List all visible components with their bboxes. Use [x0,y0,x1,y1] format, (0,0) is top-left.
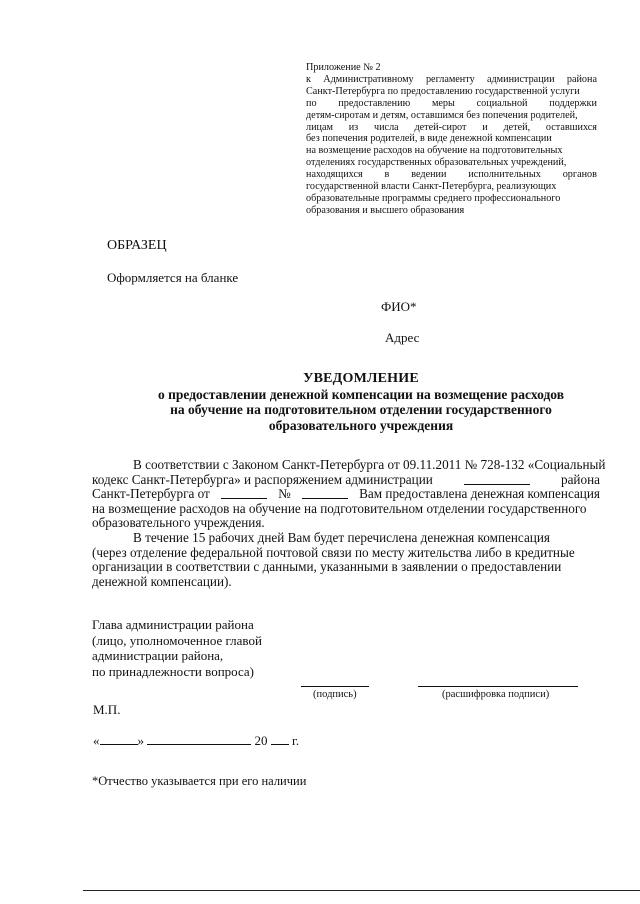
notice-subtitle-line: образовательного учреждения [268,417,454,433]
appendix-word: находящихся [306,169,363,181]
appendix-word: образования и высшего образования [306,204,465,216]
appendix-word: детей-сирот [414,121,467,133]
appendix-word: без попечения родителей, в виде денежной компенсации [306,133,552,145]
appendix-line [306,74,597,86]
appendix-line [306,122,597,134]
appendix-line [306,98,597,110]
recipient-fio: ФИО* [381,299,417,314]
footnote: *Отчество указывается при его наличии [92,774,307,788]
appendix-block [306,62,597,217]
body-line [92,473,600,488]
signatory-line: администрации района, [92,648,224,663]
appendix-word: детей, [503,121,531,133]
appendix-line [306,205,597,217]
appendix-word: государственной власти Санкт-Петербурга, реализующих [306,181,557,193]
year-blank[interactable] [271,734,289,745]
appendix-word: к [306,73,311,85]
appendix-line [306,110,597,122]
body-text-fragment: № [278,486,291,502]
notice-subtitle-line: о предоставлении денежной компенсации на возмещение расходов [157,386,565,402]
body-line: денежной компенсации). [92,573,232,589]
year-prefix: 20 [254,733,268,748]
appendix-word: Административному [323,73,414,85]
appendix-word: района [566,73,597,85]
date-open-quote: « [93,733,100,748]
body-line: (через отделение федеральной почтовой связи по месту жительства либо в кредитные [92,544,575,560]
recipient-address: Адрес [385,330,420,345]
appendix-word: социальной [476,97,528,109]
body-text-fragment: кодекс Санкт-Петербурга» и распоряжением администрации [92,471,433,487]
appendix-word: поддержки [549,97,597,109]
signatory-line: по принадлежности вопроса) [92,663,254,679]
appendix-line [306,169,597,181]
blank-note: Оформляется на бланке [107,270,239,285]
body-text-fragment: района [560,471,600,487]
notice-heading: УВЕДОМЛЕНИЕ [303,371,419,386]
sample-stamp: ОБРАЗЕЦ [107,238,167,253]
appendix-line [306,86,597,98]
body-line: на возмещение расходов на обучение на подготовительном отделении государственного [92,500,587,516]
appendix-word: по [306,97,317,109]
appendix-line [306,157,597,169]
appendix-word: образовательные программы среднего профессионального [306,192,561,204]
appendix-word: детям-сиротам и детям, оставшимся без попечения родителей, [306,109,578,121]
order-org-blank [464,473,530,485]
appendix-line [306,193,597,205]
order-date-blank [221,487,267,499]
appendix-word: Санкт-Петербурга по предоставлению государственной услуги [306,85,580,97]
appendix-word: предоставлению [338,97,411,109]
appendix-word: регламенту [425,73,475,85]
signatory-line: (лицо, уполномоченное главой [92,632,262,648]
notice-subtitle-line: на обучение на подготовительном отделении государственного [170,402,552,417]
body-text-fragment: В течение 15 рабочих дней Вам будет перечислена денежная компенсация [133,529,550,545]
appendix-line [306,145,597,157]
body-line: В соответствии с Законом Санкт-Петербурга от 09.11.2011 № 728-132 «Социальный [133,457,606,472]
date-field [93,733,299,749]
notice-body [92,457,606,589]
notice-title [120,371,602,433]
appendix-word: оставшихся [545,121,597,133]
body-text-fragment: Санкт-Петербурга от [92,486,210,502]
order-number-blank [302,487,348,499]
date-close-quote: » [137,733,144,748]
appendix-word: меры [431,97,455,109]
body-line: образовательного учреждения. [92,515,265,531]
appendix-text [306,74,597,217]
body-text-fragment: Вам предоставлена денежная компенсация [359,486,600,502]
appendix-word: органов [562,169,597,181]
appendix-word: администрации [486,73,555,85]
appendix-word: числа [373,121,399,133]
body-line: организации в соответствии с данными, указанными в заявлении о предоставлении [92,559,562,575]
signature-decode-field[interactable] [418,686,578,687]
appendix-word: из [348,121,359,133]
body-line [92,531,600,546]
year-suffix: г. [292,733,300,748]
appendix-word: лицам [306,121,333,133]
appendix-line [306,181,597,193]
signature-caption: (подпись) [313,689,357,700]
appendix-word: на возмещение расходов на обучение на подготовительных [306,145,563,157]
month-blank[interactable] [147,734,251,745]
appendix-word: исполнительных [468,169,541,181]
signatory-line: Глава администрации района [92,617,254,632]
appendix-word: и [482,121,488,133]
body-line [92,487,600,502]
bottom-rule [83,890,640,891]
day-blank[interactable] [100,734,138,745]
appendix-line [306,133,597,145]
signature-decode-caption: (расшифровка подписи) [442,689,550,700]
appendix-title: Приложение № 2 [306,62,381,73]
signature-field[interactable] [301,686,369,687]
signatory-block [92,617,262,679]
appendix-word: отделениях государственных образовательных учреждений, [306,157,567,169]
appendix-word: в [384,169,390,181]
seal-place: М.П. [93,702,121,717]
appendix-word: ведении [411,169,447,181]
